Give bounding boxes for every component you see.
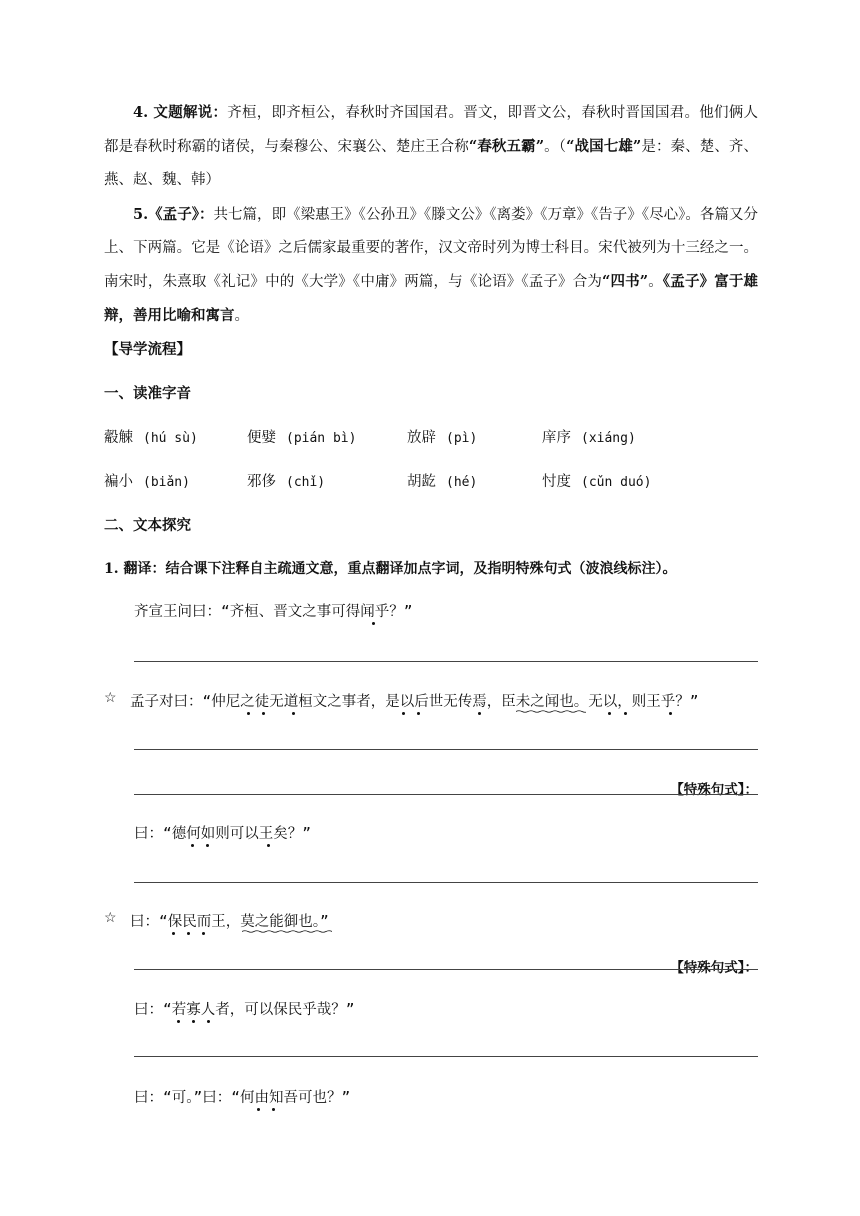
emphasis-dot — [478, 712, 481, 715]
special-label-text: 【特殊句式】： — [670, 960, 758, 976]
pronunciation-item — [542, 426, 636, 447]
pronunciation-item — [247, 470, 325, 491]
emphasis-dot — [669, 712, 672, 715]
emphasis-dot — [177, 1020, 180, 1023]
paragraph-text: 是：秦、楚、齐、燕、赵、魏、韩） — [104, 139, 759, 188]
emphasis-dot — [372, 622, 375, 625]
star-icon: ☆ — [104, 910, 117, 926]
pron-pinyin: (hú sù) — [143, 431, 198, 446]
paragraph-label: 5.《孟子》： — [133, 206, 214, 223]
pron-pinyin: (xiáng) — [581, 431, 636, 446]
wavy-underline — [516, 710, 586, 713]
pron-word: 忖度 — [542, 474, 571, 490]
paragraph-text: 。（ — [544, 139, 567, 155]
pronunciation-item — [542, 470, 651, 491]
translation-instruction: 1. 翻译：结合课下注释自主疏通文意，重点翻译加点字词，及指明特殊句式（波浪线标注）。 — [104, 561, 677, 577]
answer-line[interactable] — [134, 1056, 758, 1057]
pron-pinyin: (biǎn) — [143, 475, 190, 490]
pronunciation-row-2 — [104, 470, 758, 494]
pron-word: 觳觫 — [104, 430, 133, 446]
emphasis-dot — [192, 1020, 195, 1023]
pronunciation-item — [247, 426, 356, 447]
pronunciation-item — [104, 470, 190, 491]
emphasis-dot — [262, 712, 265, 715]
emphasis-dot — [402, 712, 405, 715]
pron-word: 放辟 — [407, 430, 436, 446]
answer-line[interactable] — [134, 882, 758, 883]
pron-pinyin: (chǐ) — [286, 475, 326, 490]
paragraph-mencius — [104, 198, 758, 333]
emphasis-dot — [608, 712, 611, 715]
emphasis-dot — [202, 932, 205, 935]
answer-line[interactable] — [134, 969, 758, 970]
pron-word: 庠序 — [542, 430, 571, 446]
pron-pinyin: (hé) — [446, 475, 478, 490]
pron-word: 褊小 — [104, 474, 133, 490]
emphasis-dot — [206, 844, 209, 847]
paragraph-label: 4. 文题解说： — [133, 104, 228, 121]
bold-term: “春秋五霸” — [468, 138, 545, 155]
emphasis-dot — [624, 712, 627, 715]
wavy-underline — [242, 930, 332, 933]
sentence-1: 齐宣王问曰：“齐桓、晋文之事可得闻乎？” — [134, 604, 413, 620]
answer-line[interactable] — [134, 749, 758, 750]
pronunciation-item — [407, 470, 477, 491]
emphasis-dot — [417, 712, 420, 715]
paragraph-text: 。 — [648, 274, 663, 290]
pron-word: 便嬖 — [247, 430, 276, 446]
paragraph-text: 共七篇，即《梁惠王》《公孙丑》《滕文公》《离娄》《万章》《告子》《尽心》。各篇又分上、下两篇。它是《论语》之后儒家最重要的著作，汉文帝时列为博士科目。宋代被列为十三经之一。南宋时，朱熹取《礼记》中的《大学》《中庸》两篇，与《论语》《孟子》合为 — [104, 207, 758, 290]
bold-term: “战国七雄” — [566, 138, 642, 155]
emphasis-dot — [187, 932, 190, 935]
emphasis-dot — [191, 844, 194, 847]
section-heading-pronunciation: 一、读准字音 — [104, 385, 191, 402]
emphasis-dot — [267, 844, 270, 847]
sentence-5: 曰：“若寡人者，可以保民乎哉？” — [134, 1002, 355, 1018]
paragraph-text: 。 — [234, 308, 249, 324]
pron-word: 邪侈 — [247, 474, 276, 490]
answer-line[interactable] — [134, 794, 758, 795]
pron-word: 胡龁 — [407, 474, 436, 490]
special-label-text: 【特殊句式】： — [670, 782, 758, 798]
pron-pinyin: (pì) — [446, 431, 478, 446]
bold-term: 《孟子》富于雄辩，善用比喻和寓言 — [104, 273, 759, 324]
sentence-6: 曰：“可。”曰：“何由知吾可也？” — [134, 1090, 351, 1106]
answer-line[interactable] — [134, 661, 758, 662]
section-heading-guide: 【导学流程】 — [104, 341, 191, 358]
paragraph-text: 齐桓，即齐桓公，春秋时齐国国君。晋文，即晋文公，春秋时晋国国君。他们俩人都是春秋时称霸的诸侯，与秦穆公、宋襄公、楚庄王合称 — [104, 105, 759, 155]
pronunciation-item — [104, 426, 198, 447]
paragraph-title-explanation — [104, 96, 758, 197]
emphasis-dot — [172, 932, 175, 935]
sentence-4: 曰：“保民而王，莫之能御也。” — [130, 914, 329, 930]
emphasis-dot — [247, 712, 250, 715]
emphasis-dot — [207, 1020, 210, 1023]
sentence-3: 曰：“德何如则可以王矣？” — [134, 826, 311, 842]
sentence-2: 孟子对曰：“仲尼之徒无道桓文之事者，是以后世无传焉，臣未之闻也。无以，则王乎？” — [130, 694, 699, 710]
pronunciation-row-1 — [104, 426, 758, 450]
emphasis-dot — [272, 1108, 275, 1111]
pron-pinyin: (cǔn duó) — [581, 475, 652, 490]
special-sentence-label — [670, 778, 758, 798]
bold-term: “四书” — [602, 273, 649, 290]
special-sentence-label — [670, 956, 758, 976]
emphasis-dot — [257, 1108, 260, 1111]
section-heading-text-study: 二、文本探究 — [104, 517, 191, 534]
emphasis-dot — [292, 712, 295, 715]
pronunciation-item — [407, 426, 477, 447]
star-icon: ☆ — [104, 690, 117, 706]
pron-pinyin: (pián bì) — [286, 431, 357, 446]
